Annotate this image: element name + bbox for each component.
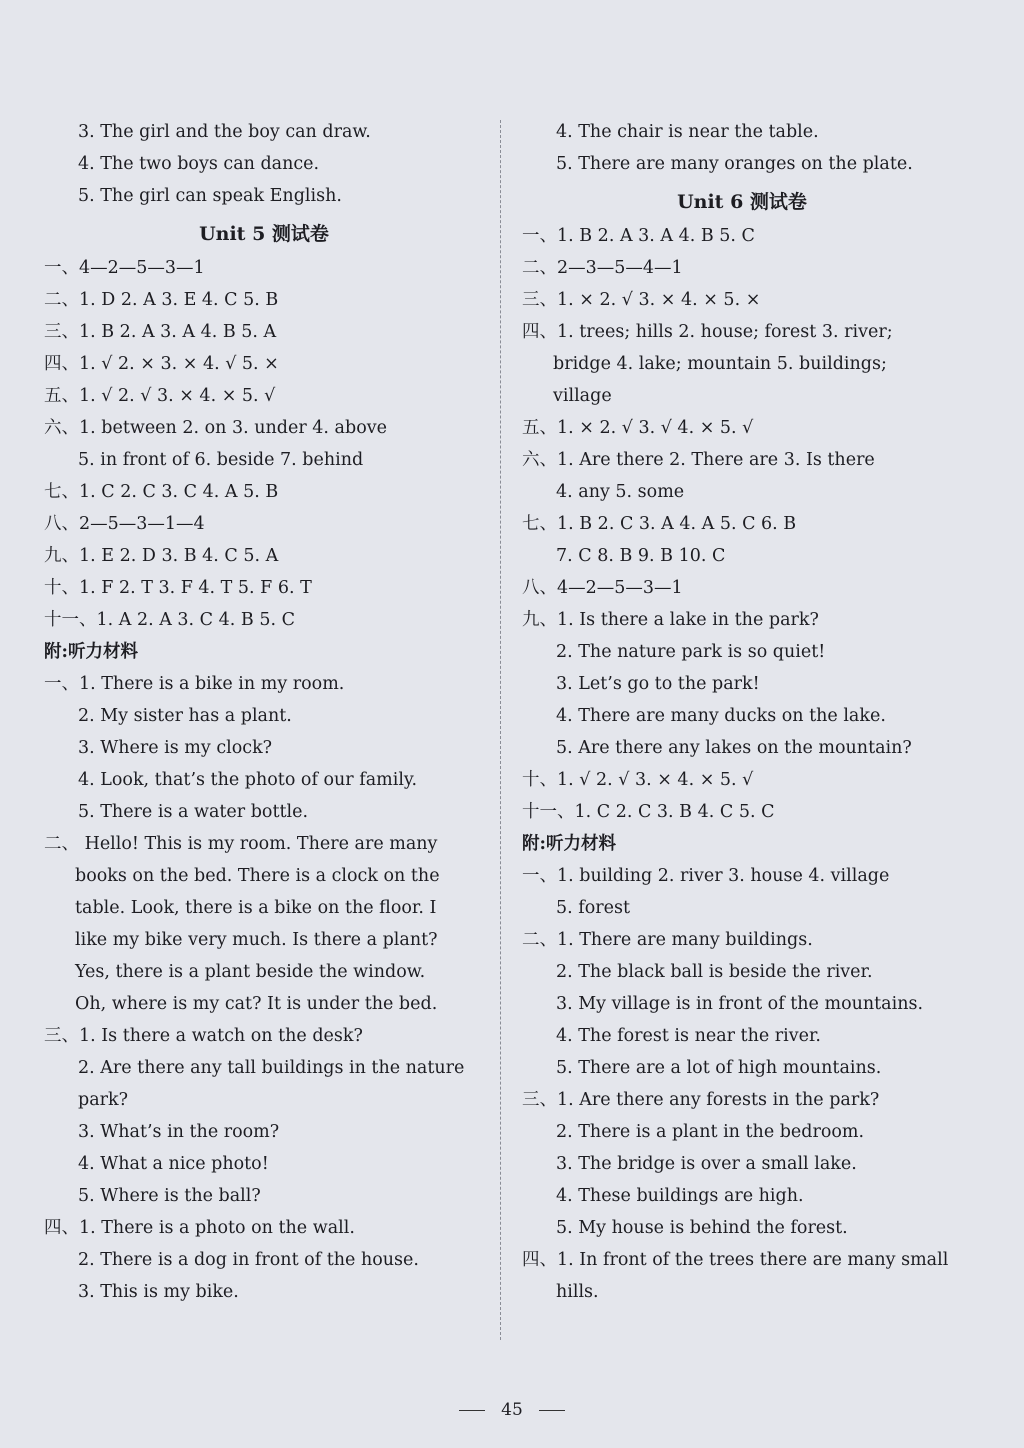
answer-line: 3. My village is in front of the mountains. — [556, 994, 924, 1014]
answer-line: 5. My house is behind the forest. — [556, 1218, 848, 1238]
answer-line: 六、1. Are there 2. There are 3. Is there — [522, 450, 875, 470]
answer-line: 4. The two boys can dance. — [78, 154, 320, 174]
right-column — [522, 116, 962, 1308]
column-divider — [500, 120, 501, 1340]
answer-line: village — [553, 386, 612, 406]
answer-line: 4. The chair is near the table. — [556, 122, 819, 142]
answer-line: 四、1. In front of the trees there are many small — [522, 1250, 949, 1270]
answer-line: 2. The black ball is beside the river. — [556, 962, 873, 982]
answer-line: 4. The forest is near the river. — [556, 1026, 821, 1046]
answer-line: 3. Where is my clock? — [78, 738, 273, 758]
answer-line: 二、2—3—5—4—1 — [522, 258, 683, 278]
answer-line: 7. C 8. B 9. B 10. C — [556, 546, 726, 566]
answer-line: hills. — [556, 1282, 599, 1302]
page-number: 45 — [501, 1400, 523, 1420]
answer-line: 3. The girl and the boy can draw. — [78, 122, 371, 142]
answer-line: 5. forest — [556, 898, 631, 918]
answer-line: 4. any 5. some — [556, 482, 685, 502]
answer-line: 五、1. √ 2. √ 3. × 4. × 5. √ — [44, 386, 276, 406]
answer-line: 十一、1. A 2. A 3. C 4. B 5. C — [44, 610, 295, 630]
answer-line: 一、4—2—5—3—1 — [44, 258, 205, 278]
answer-line: 3. This is my bike. — [78, 1282, 239, 1302]
answer-line: 五、1. × 2. √ 3. √ 4. × 5. √ — [522, 418, 754, 438]
answer-line: 2. The nature park is so quiet! — [556, 642, 826, 662]
answer-line: 二、 Hello! This is my room. There are many — [44, 834, 438, 854]
answer-line: 七、1. C 2. C 3. C 4. A 5. B — [44, 482, 279, 502]
answer-line: 八、4—2—5—3—1 — [522, 578, 683, 598]
answer-line: 一、1. B 2. A 3. A 4. B 5. C — [522, 226, 755, 246]
answer-line: 一、1. building 2. river 3. house 4. village — [522, 866, 890, 886]
answer-line: 四、1. There is a photo on the wall. — [44, 1218, 355, 1238]
answer-line: 十一、1. C 2. C 3. B 4. C 5. C — [522, 802, 775, 822]
answer-line: 5. The girl can speak English. — [78, 186, 342, 206]
answer-line: 二、1. There are many buildings. — [522, 930, 813, 950]
answer-line: 5. There are many oranges on the plate. — [556, 154, 913, 174]
answer-line: 十、1. F 2. T 3. F 4. T 5. F 6. T — [44, 578, 312, 598]
answer-line: 4. What a nice photo! — [78, 1154, 269, 1174]
answer-line: 三、1. × 2. √ 3. × 4. × 5. × — [522, 290, 761, 310]
footer-dash-right — [539, 1410, 565, 1411]
page-footer — [0, 1400, 1024, 1420]
answer-line: 九、1. E 2. D 3. B 4. C 5. A — [44, 546, 279, 566]
answer-line: 3. The bridge is over a small lake. — [556, 1154, 857, 1174]
answer-line: Oh, where is my cat? It is under the bed. — [75, 994, 438, 1014]
answer-line: 2. Are there any tall buildings in the nature — [78, 1058, 465, 1078]
answer-line: 5. in front of 6. beside 7. behind — [78, 450, 364, 470]
answer-line: 九、1. Is there a lake in the park? — [522, 610, 819, 630]
answer-line: 2. There is a dog in front of the house. — [78, 1250, 419, 1270]
answer-line: bridge 4. lake; mountain 5. buildings; — [553, 354, 887, 374]
answer-line: 十、1. √ 2. √ 3. × 4. × 5. √ — [522, 770, 754, 790]
answer-line: 5. Where is the ball? — [78, 1186, 261, 1206]
answer-line: 2. There is a plant in the bedroom. — [556, 1122, 865, 1142]
answer-line: 三、1. Are there any forests in the park? — [522, 1090, 880, 1110]
answer-line: 四、1. √ 2. × 3. × 4. √ 5. × — [44, 354, 279, 374]
answer-line: 4. There are many ducks on the lake. — [556, 706, 886, 726]
answer-line: 3. Let’s go to the park! — [556, 674, 760, 694]
answer-line: 3. What’s in the room? — [78, 1122, 280, 1142]
answer-line: 一、1. There is a bike in my room. — [44, 674, 345, 694]
answer-line: like my bike very much. Is there a plant? — [75, 930, 438, 950]
answer-line: 四、1. trees; hills 2. house; forest 3. river; — [522, 322, 893, 342]
answer-line: 八、2—5—3—1—4 — [44, 514, 205, 534]
section-heading: Unit 5 测试卷 — [199, 223, 329, 245]
subsection-label: 附:听力材料 — [44, 642, 138, 662]
answer-line: 二、1. D 2. A 3. E 4. C 5. B — [44, 290, 279, 310]
answer-line: 三、1. B 2. A 3. A 4. B 5. A — [44, 322, 277, 342]
left-column — [44, 116, 484, 1308]
subsection-label: 附:听力材料 — [522, 834, 616, 854]
answer-line: 4. These buildings are high. — [556, 1186, 804, 1206]
answer-line: park? — [78, 1090, 128, 1110]
answer-line: 5. Are there any lakes on the mountain? — [556, 738, 912, 758]
footer-dash-left — [459, 1410, 485, 1411]
answer-line: 七、1. B 2. C 3. A 4. A 5. C 6. B — [522, 514, 797, 534]
answer-line: 三、1. Is there a watch on the desk? — [44, 1026, 363, 1046]
answer-line: 六、1. between 2. on 3. under 4. above — [44, 418, 387, 438]
answer-line: 2. My sister has a plant. — [78, 706, 292, 726]
answer-line: 5. There is a water bottle. — [78, 802, 309, 822]
answer-line: 5. There are a lot of high mountains. — [556, 1058, 882, 1078]
answer-line: table. Look, there is a bike on the floor. I — [75, 898, 437, 918]
answer-line: Yes, there is a plant beside the window. — [75, 962, 426, 982]
answer-line: books on the bed. There is a clock on the — [75, 866, 440, 886]
answer-line: 4. Look, that’s the photo of our family. — [78, 770, 418, 790]
section-heading: Unit 6 测试卷 — [677, 191, 807, 213]
